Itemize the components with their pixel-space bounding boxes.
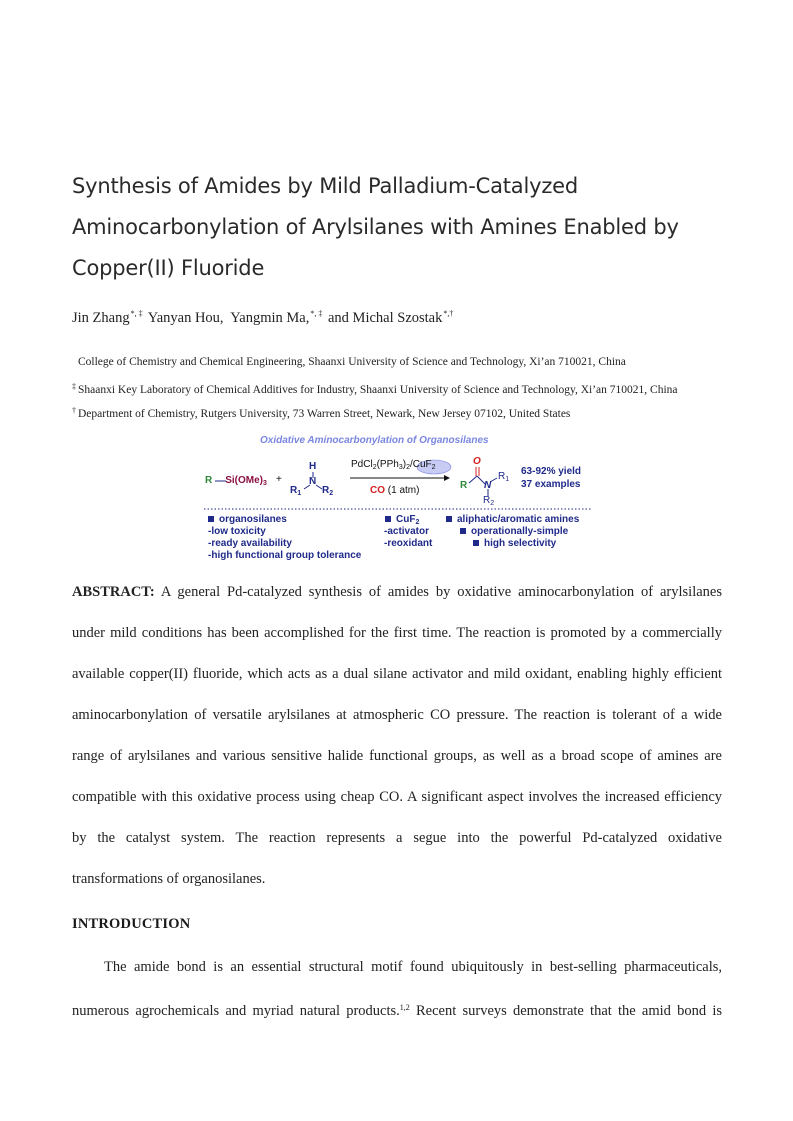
product-r2-label: R xyxy=(483,495,491,506)
product-r1 xyxy=(498,471,509,483)
catalyst-text: PdCl xyxy=(351,459,373,470)
amine-r1-label: R xyxy=(290,485,298,496)
col2-head-sub: 2 xyxy=(415,519,420,526)
affiliation-text: College of Chemistry and Chemical Engineering, Shaanxi University of Science and Technology, Xi’an 710021, China xyxy=(78,356,626,368)
author-name: and Michal Szostak xyxy=(328,310,443,326)
author-name: Yanyan Hou, xyxy=(147,310,224,326)
author-list xyxy=(72,309,455,327)
col1-head-text: organosilanes xyxy=(219,514,287,525)
product-r: R xyxy=(460,480,468,491)
author-mark: *,† xyxy=(443,309,454,318)
abstract-line: range of arylsilanes and various sensitive halide functional groups, as well as a broad scope of amines are xyxy=(72,748,722,764)
col1-item: -high functional group tolerance xyxy=(208,550,362,561)
abstract-text: A general Pd-catalyzed synthesis of amides by oxidative aminocarbonylation of arylsilanes xyxy=(160,584,723,600)
abstract-line: available copper(II) fluoride, which acts as a dual silane activator and mild oxidant, enabling highly efficient xyxy=(72,666,722,682)
arrow-head xyxy=(444,475,450,481)
col3-item xyxy=(460,526,568,537)
toc-graphic xyxy=(196,434,596,566)
catalyst-sub: 2 xyxy=(406,464,410,471)
col2-head xyxy=(385,514,419,526)
title-line: Copper(II) Fluoride xyxy=(72,256,265,280)
bullet-icon xyxy=(208,516,214,522)
toc-title: Oxidative Aminocarbonylation of Organosilanes xyxy=(260,435,489,446)
co-pressure: (1 atm) xyxy=(387,485,420,496)
amine-r2 xyxy=(322,485,333,497)
author-mark: *, ‡ xyxy=(130,309,143,318)
affiliation-mark: † xyxy=(72,406,76,415)
reagent-r: R xyxy=(205,475,213,486)
author-name: Yangmin Ma, xyxy=(230,310,310,326)
col3-item-text: operationally-simple xyxy=(471,526,569,537)
bullet-icon xyxy=(385,516,391,522)
abstract-line: aminocarbonylation of versatile arylsilanes at atmospheric CO pressure. The reaction is tolerant of a wide xyxy=(72,707,722,723)
col2-item: -activator xyxy=(384,526,430,537)
reagent-si-sub: 3 xyxy=(263,480,267,487)
bullet-icon xyxy=(446,516,452,522)
abstract-line: under mild conditions has been accomplished for the first time. The reaction is promoted by a commercially xyxy=(72,625,722,641)
catalyst-label xyxy=(351,459,436,471)
amine-n: N xyxy=(309,476,317,487)
abstract-line: transformations of organosilanes. xyxy=(72,871,266,887)
col3-item-text: high selectivity xyxy=(484,538,557,549)
section-heading: INTRODUCTION xyxy=(72,916,191,932)
catalyst-text: /CuF xyxy=(409,459,432,470)
intro-line xyxy=(72,998,722,1021)
abstract-line xyxy=(72,582,722,602)
reference-marker: 1,2 xyxy=(399,1003,410,1012)
col1-head xyxy=(208,514,287,525)
catalyst-sub: 2 xyxy=(372,464,377,471)
catalyst-sub: 2 xyxy=(431,464,436,471)
yield-text: 63-92% yield xyxy=(521,466,582,477)
intro-text: numerous agrochemicals and myriad natural products. xyxy=(72,1003,400,1019)
product-r1-sub: 1 xyxy=(505,476,510,483)
author-mark: *, ‡ xyxy=(310,309,323,318)
col2-head-text: CuF xyxy=(396,514,416,525)
product-r2-sub: 2 xyxy=(490,500,495,507)
amine-r2-sub: 2 xyxy=(329,490,334,497)
affiliation xyxy=(72,402,678,427)
abstract-line: compatible with this oxidative process using cheap CO. A significant aspect involves the increased efficiency xyxy=(72,789,722,805)
plus-sign: + xyxy=(276,474,282,485)
abstract-line: by the catalyst system. The reaction represents a segue into the powerful Pd-catalyzed oxidative xyxy=(72,830,722,846)
amine-h: H xyxy=(309,461,317,472)
paper-title xyxy=(72,166,732,289)
col3-item-text: aliphatic/aromatic amines xyxy=(457,514,580,525)
bullet-icon xyxy=(473,540,479,546)
affiliation-mark: ‡ xyxy=(72,381,76,391)
catalyst-text: (PPh xyxy=(376,459,399,470)
col2-item: -reoxidant xyxy=(384,538,433,549)
title-line: Aminocarbonylation of Arylsilanes with Amines Enabled by xyxy=(72,215,679,239)
catalyst-text: ) xyxy=(402,459,407,470)
co-condition xyxy=(370,485,419,496)
co-label: CO xyxy=(370,485,385,496)
product-r2 xyxy=(483,495,494,507)
col3-item xyxy=(446,514,579,525)
amine-r2-label: R xyxy=(322,485,330,496)
bullet-icon xyxy=(460,528,466,534)
product-o: O xyxy=(473,456,481,467)
examples-text: 37 examples xyxy=(521,479,581,490)
reagent-si: Si(OMe) xyxy=(225,475,264,486)
product-r1-label: R xyxy=(498,471,506,482)
author-name: Jin Zhang xyxy=(72,310,130,326)
affiliation-text: Department of Chemistry, Rutgers University, 73 Warren Street, Newark, New Jersey 07102, United States xyxy=(78,408,571,420)
product-bond xyxy=(469,476,477,483)
intro-line: The amide bond is an essential structural motif found ubiquitously in best-selling pharmaceuticals, xyxy=(104,959,722,975)
affiliation xyxy=(72,353,678,378)
amine-r1 xyxy=(290,485,301,497)
col3-item xyxy=(473,538,556,549)
reagent-silane xyxy=(205,475,267,487)
affiliation-text: Shaanxi Key Laboratory of Chemical Additives for Industry, Shaanxi University of Science and Technology, Xi’an 710021, China xyxy=(78,383,678,396)
amine-r1-sub: 1 xyxy=(297,490,302,497)
product-n: N xyxy=(484,480,492,491)
col1-item: -low toxicity xyxy=(208,526,266,537)
title-line: Synthesis of Amides by Mild Palladium-Catalyzed xyxy=(72,174,578,198)
abstract-heading: ABSTRACT: xyxy=(72,584,155,600)
affiliation-list xyxy=(72,353,678,427)
col1-item: -ready availability xyxy=(208,538,292,549)
affiliation xyxy=(72,378,678,403)
catalyst-sub: 3 xyxy=(398,464,403,471)
intro-text: Recent surveys demonstrate that the amid bond is xyxy=(409,1003,723,1019)
